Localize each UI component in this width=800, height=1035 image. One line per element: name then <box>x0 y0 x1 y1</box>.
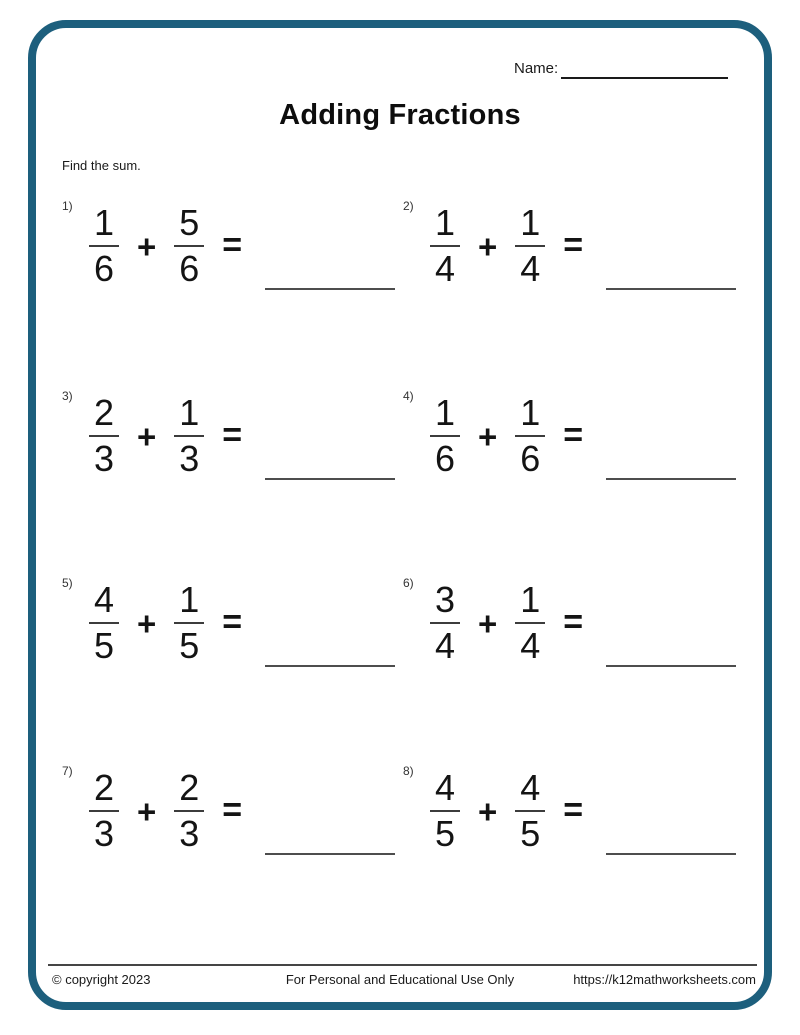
equation <box>425 204 736 288</box>
fraction <box>510 202 550 289</box>
numerator: 1 <box>434 202 456 243</box>
denominator: 5 <box>520 813 541 854</box>
denominator: 3 <box>179 438 200 479</box>
website-link[interactable]: https://k12mathworksheets.com <box>573 972 756 987</box>
problem-number: 5) <box>62 576 73 590</box>
fraction <box>84 579 124 666</box>
plus-sign: + <box>478 792 498 830</box>
copyright-text: © copyright 2023 <box>52 972 151 987</box>
equation <box>425 394 736 478</box>
name-label: Name: <box>514 60 559 77</box>
numerator: 2 <box>93 392 115 433</box>
problem-number: 8) <box>403 764 414 778</box>
denominator: 6 <box>179 248 200 289</box>
denominator: 4 <box>520 248 541 289</box>
equation <box>84 204 395 288</box>
fraction-bar <box>515 622 545 624</box>
answer-blank <box>606 278 736 290</box>
equals-sign: = <box>563 416 584 454</box>
denominator: 5 <box>179 625 200 666</box>
fraction <box>510 392 550 479</box>
numerator: 2 <box>93 767 115 808</box>
numerator: 1 <box>93 202 115 243</box>
fraction <box>510 579 550 666</box>
numerator: 2 <box>179 767 200 808</box>
plus-sign: + <box>137 417 157 455</box>
fraction <box>425 767 465 854</box>
problem-number: 6) <box>403 576 414 590</box>
denominator: 5 <box>434 813 456 854</box>
fraction-bar <box>515 435 545 437</box>
footer-divider <box>48 964 757 966</box>
fraction-bar <box>515 245 545 247</box>
fraction-bar <box>89 435 119 437</box>
problem-8 <box>403 762 738 874</box>
fraction-bar <box>174 622 204 624</box>
denominator: 6 <box>93 248 115 289</box>
equals-sign: = <box>222 791 243 829</box>
problem-1 <box>62 197 397 309</box>
denominator: 4 <box>434 248 456 289</box>
plus-sign: + <box>478 604 498 642</box>
problem-7 <box>62 762 397 874</box>
numerator: 4 <box>434 767 456 808</box>
fraction-bar <box>89 245 119 247</box>
fraction-bar <box>89 810 119 812</box>
problem-4 <box>403 387 738 499</box>
denominator: 5 <box>93 625 115 666</box>
fraction <box>425 392 465 479</box>
answer-blank <box>265 468 395 480</box>
problem-2 <box>403 197 738 309</box>
numerator: 1 <box>520 579 541 620</box>
fraction-bar <box>430 810 460 812</box>
numerator: 1 <box>520 392 541 433</box>
numerator: 4 <box>93 579 115 620</box>
fraction-bar <box>174 435 204 437</box>
answer-blank <box>265 278 395 290</box>
problem-number: 1) <box>62 199 73 213</box>
fraction-bar <box>430 622 460 624</box>
fraction <box>510 767 550 854</box>
fraction-bar <box>174 245 204 247</box>
page-title: Adding Fractions <box>279 99 521 131</box>
problem-3 <box>62 387 397 499</box>
equals-sign: = <box>222 603 243 641</box>
numerator: 3 <box>434 579 456 620</box>
equation <box>84 769 395 853</box>
equals-sign: = <box>563 226 584 264</box>
answer-blank <box>265 655 395 667</box>
plus-sign: + <box>478 227 498 265</box>
fraction-bar <box>430 245 460 247</box>
equals-sign: = <box>222 226 243 264</box>
problem-number: 3) <box>62 389 73 403</box>
denominator: 3 <box>179 813 200 854</box>
denominator: 3 <box>93 813 115 854</box>
equation <box>425 581 736 665</box>
answer-blank <box>606 655 736 667</box>
denominator: 3 <box>93 438 115 479</box>
problem-number: 2) <box>403 199 414 213</box>
numerator: 4 <box>520 767 541 808</box>
plus-sign: + <box>478 417 498 455</box>
answer-blank <box>265 843 395 855</box>
usage-text: For Personal and Educational Use Only <box>285 972 515 987</box>
denominator: 6 <box>520 438 541 479</box>
fraction-bar <box>89 622 119 624</box>
equals-sign: = <box>563 791 584 829</box>
equals-sign: = <box>222 416 243 454</box>
plus-sign: + <box>137 227 157 265</box>
problem-5 <box>62 574 397 686</box>
problem-number: 7) <box>62 764 73 778</box>
plus-sign: + <box>137 792 157 830</box>
fraction-bar <box>515 810 545 812</box>
problem-6 <box>403 574 738 686</box>
fraction <box>169 579 209 666</box>
equation <box>425 769 736 853</box>
fraction <box>425 579 465 666</box>
fraction <box>425 202 465 289</box>
fraction-bar <box>174 810 204 812</box>
fraction <box>84 392 124 479</box>
denominator: 4 <box>434 625 456 666</box>
fraction <box>169 767 209 854</box>
numerator: 1 <box>434 392 456 433</box>
fraction <box>169 202 209 289</box>
numerator: 1 <box>179 579 200 620</box>
fraction <box>169 392 209 479</box>
plus-sign: + <box>137 604 157 642</box>
numerator: 1 <box>179 392 200 433</box>
answer-blank <box>606 843 736 855</box>
equation <box>84 394 395 478</box>
instruction-text: Find the sum. <box>62 158 141 173</box>
problem-number: 4) <box>403 389 414 403</box>
fraction-bar <box>430 435 460 437</box>
fraction <box>84 767 124 854</box>
denominator: 6 <box>434 438 456 479</box>
answer-blank <box>606 468 736 480</box>
name-line <box>561 62 728 79</box>
equation <box>84 581 395 665</box>
numerator: 5 <box>179 202 200 243</box>
equals-sign: = <box>563 603 584 641</box>
denominator: 4 <box>520 625 541 666</box>
numerator: 1 <box>520 202 541 243</box>
fraction <box>84 202 124 289</box>
